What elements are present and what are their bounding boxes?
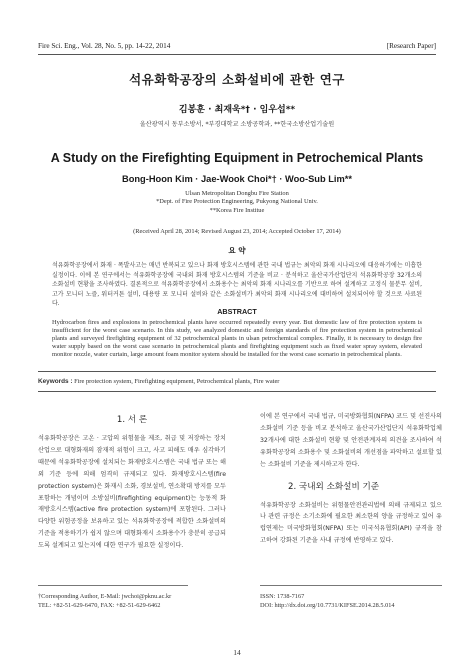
english-authors: Bong-Hoon Kim · Jae-Wook Choi*† · Woo-Sub Lim** (121, 174, 352, 184)
section-2-text: 석유화학공장 소화설비는 위험물안전관리법에 의해 규제되고 있으나 관련 규정은 소기소화에 필요한 최소한의 양을 규정하고 있어 유럽연제는 미국방화협회(NFPA) 또는 미국석유협회(API) 규격을 참고하여 강화된 기준을 사내 규정에 반영하고 있다. (260, 501, 442, 545)
keywords-rule-top (38, 371, 436, 372)
corresponding-footnote (38, 592, 171, 610)
doi: DOI: http://dx.doi.org/10.7731/KIFSE.2014.28.5.014 (260, 602, 395, 609)
running-header (38, 42, 436, 50)
corresponding-author: †Corresponding Author, E-Mail: jwchoi@pknu.ac.kr (38, 593, 172, 600)
intro-continued-text: 이에 본 연구에서 국내 법규, 미국방화협회(NFPA) 코드 및 선진사의 소화설비 기준 등을 비교 분석하고 울산국가산업단지 석유화학업체 32개사에 대한 소화설비 현황 및 안전관계자의 의견을 조사하여 석유화학공장의 소화용수 및 소화설비의 개선점을 파악하고 설료할 있는 소화설비 기준을 제시하고자 한다. (260, 413, 442, 468)
submission-dates: (Received April 28, 2014; Revised August 23, 2014; Accepted October 17, 2014) (133, 228, 341, 235)
left-column (38, 413, 226, 552)
section-2-heading: 2. 국내외 소화설비 기준 (288, 481, 380, 492)
keywords-text: Fire protection system, Firefighting equipment, Petrochemical plants, Fire water (74, 378, 280, 385)
english-abstract: Hydrocarbon fires and explosions in petrochemical plants have occurred repeatedly every year. But domestic law of fire protection system is insufficient for the worst case scenario. In this study, we analyzed domestic and foreign standards of fire protection system in petrochemical plants and surveyed firefighting equipment of 32 petrochemical plants in ulsan petrochemical complex. Finally, it is necessary to design fire water supply based on the worst case scenario in petrochemical plants and firefighting equipment such as fixed water spray system, elevated monitor nozzle, water curtain, large amount foam monitor system should be installed for the worst case scenario in petrochemical plants. (52, 319, 422, 358)
keywords-rule-bottom (38, 391, 436, 392)
issn: ISSN: 1738-7167 (260, 593, 305, 600)
page-number: 14 (233, 648, 241, 657)
korean-title: 석유화학공장의 소화설비에 관한 연구 (129, 72, 345, 87)
keywords (38, 378, 436, 385)
footnote-rule-right (260, 585, 442, 586)
korean-affiliations: 울산광역시 동부소방서, *부경대학교 소방공학과, **한국소방산업기술원 (139, 121, 335, 128)
journal-citation: Fire Sci. Eng., Vol. 28, No. 5, pp. 14-22, 2014 (38, 42, 171, 50)
header-rule (38, 54, 436, 55)
footnote-rule-left (38, 585, 188, 586)
affiliation-line: Ulsan Metropolitan Dongbu Fire Station (185, 190, 289, 197)
korean-abstract-heading: 요 약 (228, 246, 246, 255)
affiliation-line: **Korea Fire Institue (209, 206, 265, 214)
english-affiliations (38, 190, 436, 215)
section-1-heading: 1. 서 론 (116, 415, 148, 425)
contact-phone-fax: TEL: +82-51-629-6470, FAX: +82-51-629-6462 (38, 602, 161, 609)
korean-authors: 김봉훈 · 최재욱*† · 임우섭** (178, 105, 296, 115)
korean-abstract: 석유화학공장에서 화재 · 폭발사고는 매년 반복되고 있으나 화재 방호시스템에 관한 국내 법규는 최악의 화재 시나리오에 대응하기에는 미흡한 실정이다. 이에 본 연구에서는 석유화학공장에 국내외 화재 방호시스템의 기준을 비교 · 분석하고 울산국가산업단지 석유화학공장 32개소의 소화설비 현황을 조사하였다. 결론적으로 석유화학공장에서 소화용수는 최악의 화재 시나리오를 기반으로 하여 설계하고 고정식 물분무 설비, 고가 모니터 노즐, 워터커튼 설비, 대용량 포 모니터 설비와 같은 소화설비가 최악의 화재 시나리오에 대비하여 설치되어야 할 것으로 사료된다. (52, 262, 422, 307)
affiliation-line: *Dept. of Fire Protection Engineering, Pukyong National Univ. (156, 198, 318, 206)
english-abstract-heading: ABSTRACT (217, 307, 257, 316)
publication-ids (260, 592, 395, 610)
paper-type: [Research Paper] (386, 42, 436, 50)
section-1-text: 석유화학공장은 고온 · 고압의 위험물을 제조, 취급 및 저장하는 장치산업으로 대형화재의 잠재적 위험이 크고, 사고 피해도 매우 심각하기 때문에 석유화학공장에 설치되는 화재방호시스템은 국내 법규 또는 해외 기준 등에 의해 엄격히 규제되고 있다. 화재방호시스템(fire protection system)은 화재시 소화, 경보설비, 연소확대 방지를 모두 포함하는 개념이며 소방설비(firefighting equipment)는 능동적 화재방호시스템(active fire protection system)에 포함된다. 그러나 다양한 위험공정을 보유하고 있는 석유화학공장에 적합한 소화설비의 기준을 적용하기가 쉽지 않으며 대형화재시 소화용수가 충분히 공급되도록 설계되고 있는지에 대한 연구가 필요한 실정이다. (38, 435, 226, 550)
english-title: A Study on the Firefighting Equipment in Petrochemical Plants (50, 151, 424, 165)
keywords-label: Keywords : (38, 378, 73, 385)
right-column (260, 411, 442, 547)
